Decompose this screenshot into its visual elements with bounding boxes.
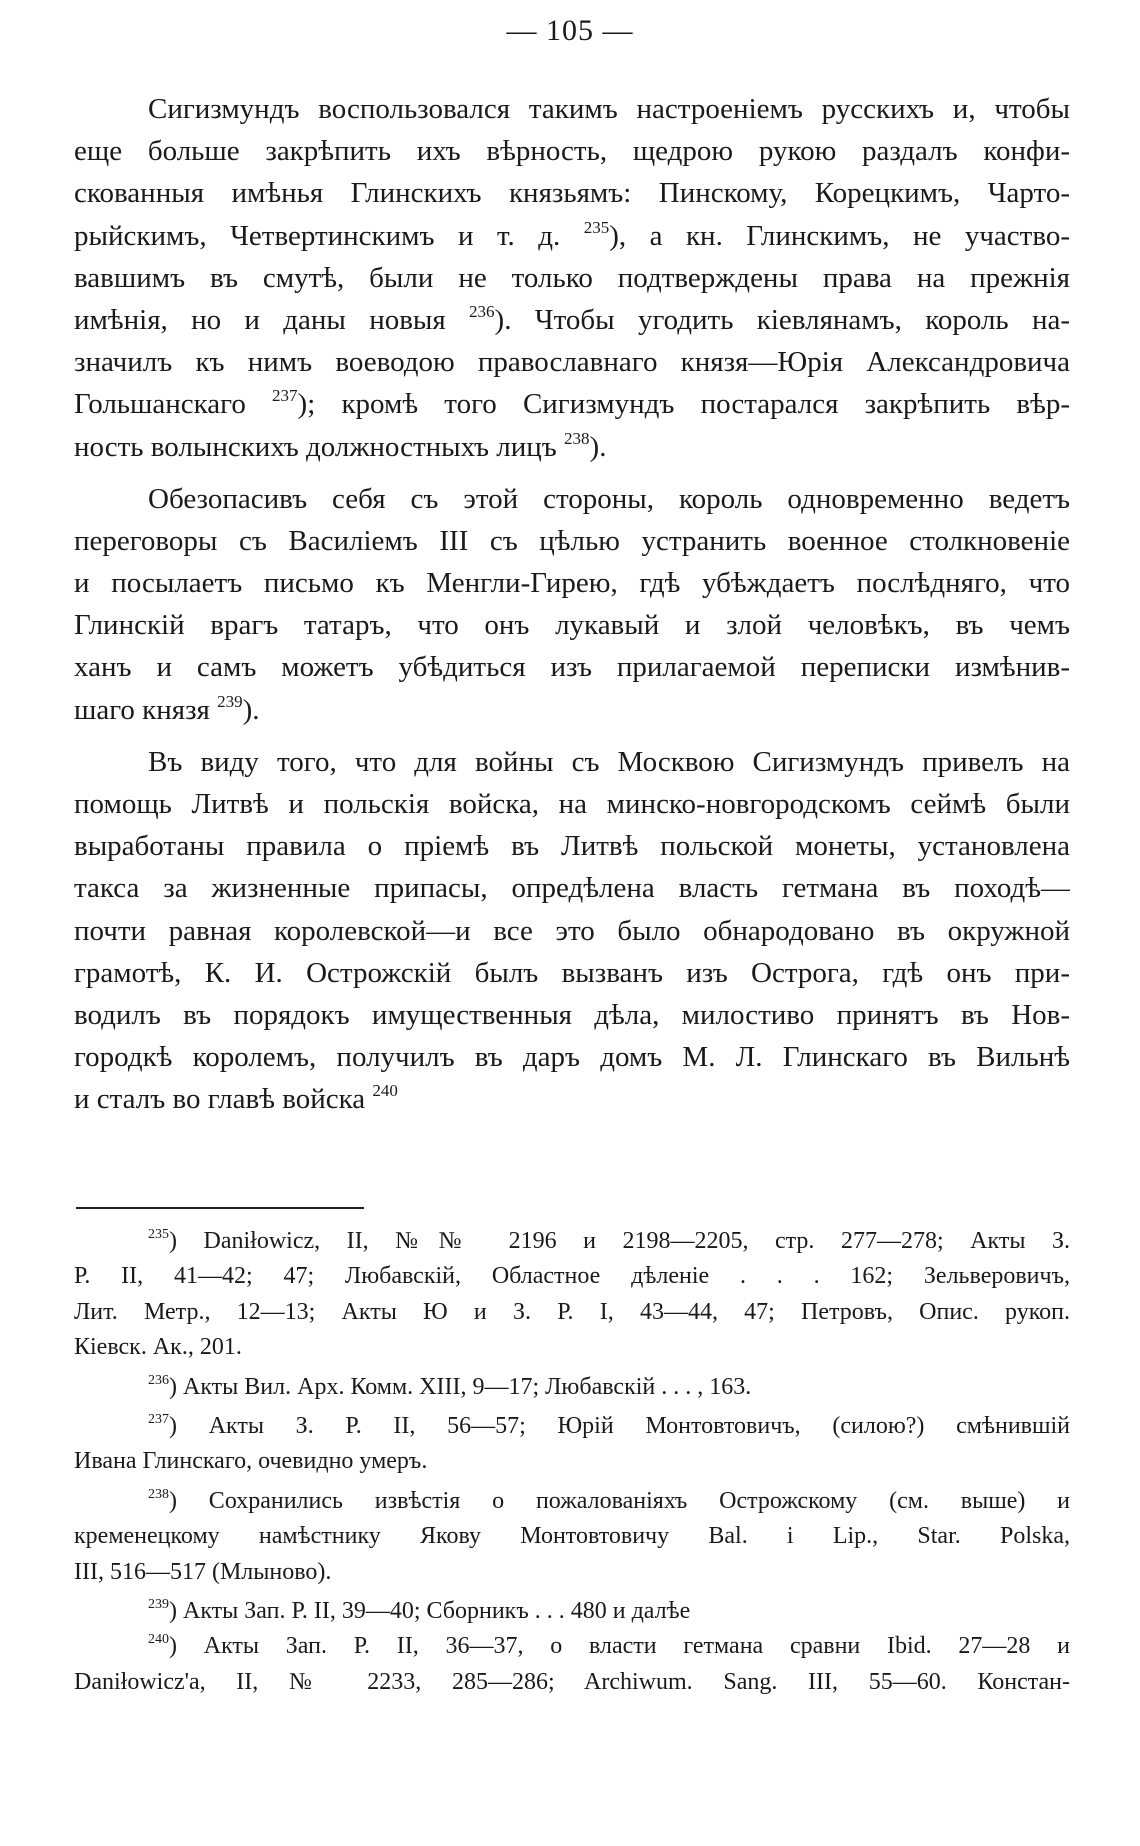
page-number: — 105 — bbox=[506, 14, 634, 47]
text-segment: рыйскимъ, Четвертинскимъ и т. д. bbox=[74, 219, 561, 252]
text-segment: ность волынскихъ должностныхъ лицъ bbox=[74, 430, 557, 463]
footnote-mark: 238 bbox=[148, 1486, 169, 1502]
footnote-ref: 239 bbox=[217, 691, 243, 711]
text-line: почти равная королевской—и все это было обнародовано въ окружной bbox=[74, 914, 1070, 947]
text-line bbox=[74, 1078, 1070, 1120]
footnote bbox=[74, 1409, 1070, 1480]
text-segment: шаго князя bbox=[74, 693, 210, 726]
main-text bbox=[74, 88, 1070, 1121]
text-line bbox=[74, 215, 1070, 257]
text-line: и посылаетъ письмо къ Менгли-Гирею, гдѣ убѣждаетъ послѣдняго, что bbox=[74, 567, 1070, 600]
text-line: помощь Литвѣ и польскія войска, на минско-новгородскомъ сеймѣ были bbox=[74, 788, 1070, 820]
text-segment: ); кромѣ того Сигизмундъ постарался закрѣпить вѣр- bbox=[297, 388, 1070, 421]
footnote-ref: 238 bbox=[564, 428, 590, 448]
footnote-mark: 240 bbox=[148, 1632, 169, 1648]
text-segment: ), а кн. Глинскимъ, не участво- bbox=[609, 219, 1070, 252]
text-line: выработаны правила о пріемѣ въ Литвѣ польской монеты, установлена bbox=[74, 830, 1070, 863]
footnote-line: Ивана Глинскаго, очевидно умеръ. bbox=[74, 1448, 428, 1475]
footnote-divider bbox=[76, 1207, 364, 1209]
text-segment: ) Акты Зап. Р. II, 39—40; Сборникъ . . . 480 и далѣе bbox=[169, 1597, 691, 1624]
footnote-line: кременецкому намѣстнику Якову Монтовтовичу Bal. i Lip., Star. Polska, bbox=[74, 1523, 1070, 1550]
text-line bbox=[74, 689, 1070, 731]
footnote-line bbox=[74, 1370, 1070, 1405]
text-segment: ). Чтобы угодить кіевлянамъ, король на- bbox=[494, 303, 1070, 336]
text-line: скованныя имѣнья Глинскихъ князьямъ: Пинскому, Корецкимъ, Чарто- bbox=[74, 177, 1070, 210]
footnote-line bbox=[74, 1409, 1070, 1444]
text-segment: ). bbox=[242, 693, 260, 726]
text-line: вавшимъ въ смутѣ, были не только подтверждены права на прежнія bbox=[74, 261, 1070, 294]
text-segment: ) Сохранились извѣстія о пожалованіяхъ Острожскому (см. выше) и bbox=[169, 1487, 1070, 1514]
footnote-line bbox=[74, 1629, 1070, 1664]
footnote bbox=[74, 1629, 1070, 1700]
footnote bbox=[74, 1224, 1070, 1366]
text-line: переговоры съ Василіемъ III съ цѣлью устранить военное столкновеніе bbox=[74, 524, 1070, 557]
text-segment: ) Акты Вил. Арх. Комм. XIII, 9—17; Любавскій . . . , 163. bbox=[169, 1373, 752, 1400]
text-line bbox=[74, 383, 1070, 425]
footnote-line bbox=[74, 1484, 1070, 1519]
footnote-line: Лит. Метр., 12—13; Акты Ю и З. Р. I, 43—44, 47; Петровъ, Опис. рукоп. bbox=[74, 1298, 1070, 1325]
text-line: Сигизмундъ воспользовался такимъ настроеніемъ русскихъ и, чтобы bbox=[148, 93, 1070, 125]
text-line: значилъ къ нимъ воеводою православнаго князя—Юрія Александровича bbox=[74, 346, 1070, 379]
footnote-line: Кіевск. Ак., 201. bbox=[74, 1334, 242, 1361]
text-line: городкѣ королемъ, получилъ въ даръ домъ М. Л. Глинскаго въ Вильнѣ bbox=[74, 1041, 1070, 1074]
text-segment: Гольшанскаго bbox=[74, 388, 246, 421]
text-line: такса за жизненные припасы, опредѣлена власть гетмана въ походѣ— bbox=[74, 872, 1070, 905]
text-line: Въ виду того, что для войны съ Москвою Сигизмундъ привелъ на bbox=[148, 745, 1070, 778]
paragraph bbox=[74, 478, 1070, 731]
footnote-mark: 236 bbox=[148, 1372, 169, 1388]
footnote bbox=[74, 1484, 1070, 1590]
text-line: Глинскій врагъ татаръ, что онъ лукавый и злой человѣкъ, въ чемъ bbox=[74, 609, 1070, 642]
paragraph bbox=[74, 741, 1070, 1121]
footnote-mark: 237 bbox=[148, 1411, 169, 1427]
footnote-mark: 239 bbox=[148, 1596, 169, 1612]
footnote-line bbox=[74, 1594, 1070, 1629]
footnote-line: Р. II, 41—42; 47; Любавскій, Областное дѣленіе . . . 162; Зельверовичъ, bbox=[74, 1263, 1070, 1290]
text-segment: и сталъ во главѣ войска bbox=[74, 1083, 366, 1116]
text-line: Обезопасивъ себя съ этой стороны, король одновременно ведетъ bbox=[148, 482, 1070, 515]
footnote-ref: 236 bbox=[469, 301, 495, 321]
text-line bbox=[74, 299, 1070, 341]
text-segment: ) Акты З. Р. II, 56—57; Юрій Монтовтовичъ, (силою?) смѣнившій bbox=[169, 1412, 1070, 1439]
footnote bbox=[74, 1370, 1070, 1405]
footnote-line bbox=[74, 1224, 1070, 1259]
footnote-mark: 235 bbox=[148, 1227, 169, 1242]
text-line: ханъ и самъ можетъ убѣдиться изъ прилагаемой переписки измѣнив- bbox=[74, 651, 1070, 684]
text-line: грамотѣ, К. И. Острожскій былъ вызванъ изъ Острога, гдѣ онъ при- bbox=[74, 956, 1070, 989]
text-segment: имѣнія, но и даны новыя bbox=[74, 303, 446, 336]
text-line: водилъ въ порядокъ имущественныя дѣла, милостиво принятъ въ Нов- bbox=[74, 998, 1070, 1031]
footnote-ref: 235 bbox=[583, 217, 610, 237]
footnote-line: III, 516—517 (Млыново). bbox=[74, 1558, 332, 1585]
text-segment: ) Daniłowicz, II, №№ 2196 и 2198—2205, стр. 277—278; Акты З. bbox=[169, 1228, 1070, 1254]
footnote-ref: 237 bbox=[272, 386, 298, 406]
footnote-ref: 240 bbox=[372, 1081, 398, 1101]
text-line bbox=[74, 426, 1070, 468]
footnote-line: Daniłowicz'a, II, № 2233, 285—286; Archiwum. Sang. III, 55—60. Констан- bbox=[74, 1668, 1070, 1695]
text-line: еще больше закрѣпить ихъ вѣрность, щедрою рукою раздалъ конфи- bbox=[74, 135, 1070, 168]
text-segment: ) Акты Зап. Р. II, 36—37, о власти гетмана сравни Ibid. 27—28 и bbox=[169, 1633, 1070, 1660]
footnote bbox=[74, 1594, 1070, 1629]
footnotes bbox=[74, 1224, 1070, 1700]
text-segment: ). bbox=[589, 430, 607, 463]
paragraph bbox=[74, 88, 1070, 468]
